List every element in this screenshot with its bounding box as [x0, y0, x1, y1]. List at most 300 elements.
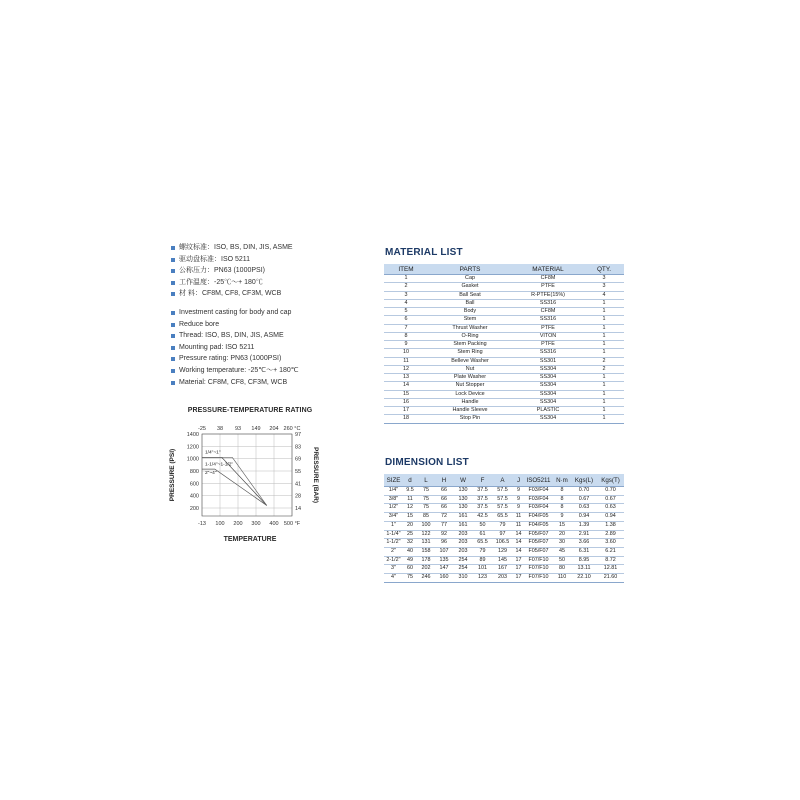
dimension-cell: 11	[403, 495, 417, 504]
dimension-cell: 3.66	[571, 539, 597, 548]
dimension-header-cell: Kgs(L)	[571, 474, 597, 487]
y-tick-label: 200	[189, 506, 199, 512]
dimension-cell: 37.5	[473, 487, 492, 496]
dimension-cell: 122	[417, 530, 435, 539]
material-cell: PTFE	[512, 283, 584, 291]
x-tick-label: 500 °F	[283, 521, 301, 527]
material-cell: 1	[584, 349, 624, 357]
dimension-cell: 66	[435, 495, 453, 504]
y-tick-label: 1000	[186, 456, 199, 463]
material-list-header-row	[384, 264, 624, 275]
material-cell: 1	[584, 308, 624, 316]
y-right-tick-label: 55	[295, 469, 302, 475]
dimension-cell: 135	[435, 556, 453, 565]
dimension-cell: 203	[453, 547, 473, 556]
dimension-cell: 96	[435, 539, 453, 548]
dimension-cell: 80	[553, 565, 571, 574]
table-row	[384, 547, 624, 556]
dimension-cell: 161	[453, 513, 473, 522]
dimension-header-cell: H	[435, 474, 453, 487]
dimension-cell: 57.5	[492, 504, 513, 513]
dimension-cell: 100	[417, 521, 435, 530]
dimension-cell: 3/8"	[384, 495, 403, 504]
material-cell: 14	[384, 382, 428, 390]
material-cell: 12	[384, 365, 428, 373]
material-cell: Stem Ring	[428, 349, 512, 357]
spec-item-cn: 材 料：CF8M, CF8, CF3M, WCB	[170, 288, 370, 300]
dimension-cell: 60	[403, 565, 417, 574]
dimension-cell: 75	[417, 495, 435, 504]
table-row	[384, 324, 624, 332]
table-row	[384, 407, 624, 415]
material-cell: Thrust Washer	[428, 324, 512, 332]
dimension-cell: 178	[417, 556, 435, 565]
dimension-list-title: DIMENSION LIST	[385, 457, 469, 468]
dimension-cell: 0.63	[597, 504, 624, 513]
dimension-list-header-row	[384, 474, 624, 487]
material-cell: 2	[584, 365, 624, 373]
table-row	[384, 539, 624, 548]
dimension-header-cell: d	[403, 474, 417, 487]
material-cell: CF8M	[512, 275, 584, 283]
dimension-cell: 203	[453, 530, 473, 539]
material-cell: SS316	[512, 299, 584, 307]
table-row	[384, 565, 624, 574]
spec-item-cn: 工作温度：-25℃～+ 180℃	[170, 277, 370, 289]
table-row	[384, 504, 624, 513]
dimension-cell: 12.81	[597, 565, 624, 574]
material-cell: Lock Device	[428, 390, 512, 398]
dimension-cell: 1"	[384, 521, 403, 530]
x-tick-label: 400	[269, 521, 279, 527]
material-cell: 1	[584, 407, 624, 415]
material-cell: 1	[584, 398, 624, 406]
dimension-cell: 40	[403, 547, 417, 556]
spec-item-en: Working temperature: -25℃～+ 180℃	[170, 365, 370, 377]
table-row	[384, 283, 624, 291]
material-cell: SS301	[512, 357, 584, 365]
dimension-cell: 3"	[384, 565, 403, 574]
dimension-cell: 101	[473, 565, 492, 574]
material-cell: Stem	[428, 316, 512, 324]
dimension-header-cell: SIZE	[384, 474, 403, 487]
y-tick-label: 1400	[186, 432, 199, 438]
x-tick-label: 100	[215, 521, 225, 527]
dimension-header-cell: L	[417, 474, 435, 487]
dimension-cell: 85	[417, 513, 435, 522]
dimension-cell: 0.94	[571, 513, 597, 522]
dimension-cell: 72	[435, 513, 453, 522]
dimension-cell: 11	[513, 521, 524, 530]
dimension-cell: F03/F04	[524, 495, 553, 504]
table-row	[384, 357, 624, 365]
x-top-tick-label: 93	[234, 426, 242, 432]
dimension-cell: 310	[453, 574, 473, 583]
material-cell: SS304	[512, 374, 584, 382]
dimension-cell: 130	[453, 487, 473, 496]
dimension-cell: 167	[492, 565, 513, 574]
dimension-cell: 9	[513, 504, 524, 513]
dimension-cell: 3/4"	[384, 513, 403, 522]
dimension-cell: 21.60	[597, 574, 624, 583]
material-cell: Body	[428, 308, 512, 316]
spec-item-cn: 螺纹标准：ISO, BS, DIN, JIS, ASME	[170, 242, 370, 254]
spec-list-chinese	[170, 242, 370, 300]
material-cell: 6	[384, 316, 428, 324]
dimension-cell: 11	[513, 513, 524, 522]
material-cell: 1	[584, 324, 624, 332]
dimension-cell: F05/F07	[524, 530, 553, 539]
dimension-cell: 13.11	[571, 565, 597, 574]
dimension-cell: 50	[553, 556, 571, 565]
dimension-list-table	[384, 474, 624, 583]
material-cell: Handle	[428, 398, 512, 406]
y-right-axis-label: PRESSURE (BAR)	[312, 447, 319, 503]
dimension-cell: 254	[453, 565, 473, 574]
dimension-cell: 0.63	[571, 504, 597, 513]
dimension-cell: 14	[513, 547, 524, 556]
material-cell: 1	[584, 390, 624, 398]
dimension-cell: 130	[453, 495, 473, 504]
material-cell: 3	[584, 275, 624, 283]
material-cell: SS304	[512, 390, 584, 398]
series-label: 1-1/4"~1-1/2"	[205, 462, 234, 468]
y-right-tick-label: 97	[295, 432, 302, 438]
dimension-cell: 66	[435, 504, 453, 513]
material-cell: 4	[384, 299, 428, 307]
table-row	[384, 521, 624, 530]
material-cell: 5	[384, 308, 428, 316]
dimension-cell: 2-1/2"	[384, 556, 403, 565]
dimension-cell: 6.21	[597, 547, 624, 556]
material-list-title: MATERIAL LIST	[385, 247, 463, 258]
spec-item-en: Mounting pad: ISO 5211	[170, 342, 370, 354]
dimension-cell: 9	[513, 495, 524, 504]
material-cell: 4	[584, 291, 624, 299]
dimension-cell: 15	[403, 513, 417, 522]
pressure-temperature-chart	[160, 418, 320, 536]
table-row	[384, 495, 624, 504]
y-right-tick-label: 14	[295, 506, 302, 512]
dimension-cell: 2"	[384, 547, 403, 556]
material-cell: Nut	[428, 365, 512, 373]
dimension-cell: 79	[492, 521, 513, 530]
y-tick-label: 400	[189, 493, 199, 500]
dimension-cell: 0.67	[597, 495, 624, 504]
dimension-cell: 1-1/4"	[384, 530, 403, 539]
material-cell: 1	[584, 415, 624, 423]
material-cell: 1	[584, 332, 624, 340]
material-cell: Gasket	[428, 283, 512, 291]
dimension-cell: 0.70	[597, 487, 624, 496]
table-row	[384, 316, 624, 324]
dimension-cell: 14	[513, 530, 524, 539]
dimension-cell: 42.5	[473, 513, 492, 522]
spec-item-cn: 公称压力：PN63 (1000PSI)	[170, 265, 370, 277]
material-cell: Stop Pin	[428, 415, 512, 423]
material-cell: Stem Packing	[428, 341, 512, 349]
x-top-tick-label: 38	[216, 426, 224, 432]
dimension-cell: 0.67	[571, 495, 597, 504]
dimension-cell: 77	[435, 521, 453, 530]
material-cell: 15	[384, 390, 428, 398]
x-tick-label: 300	[251, 521, 261, 527]
dimension-cell: 15	[553, 521, 571, 530]
dimension-cell: 0.70	[571, 487, 597, 496]
dimension-cell: 49	[403, 556, 417, 565]
material-cell: 9	[384, 341, 428, 349]
dimension-cell: 2.91	[571, 530, 597, 539]
material-header-cell: MATERIAL	[512, 264, 584, 275]
y-right-tick-label: 28	[295, 493, 302, 500]
dimension-cell: 1.38	[597, 521, 624, 530]
y-right-tick-label: 41	[295, 481, 302, 488]
material-cell: SS304	[512, 398, 584, 406]
material-cell: Nut Stopper	[428, 382, 512, 390]
dimension-cell: 147	[435, 565, 453, 574]
dimension-cell: 3.60	[597, 539, 624, 548]
dimension-cell: 97	[492, 530, 513, 539]
dimension-cell: 8	[553, 495, 571, 504]
dimension-header-cell: A	[492, 474, 513, 487]
dimension-cell: F03/F04	[524, 487, 553, 496]
dimension-cell: 57.5	[492, 487, 513, 496]
dimension-cell: 37.5	[473, 504, 492, 513]
chart-x-axis-label: TEMPERATURE	[223, 536, 277, 543]
dimension-cell: 30	[553, 539, 571, 548]
spec-item-en: Thread: ISO, BS, DIN, JIS, ASME	[170, 330, 370, 342]
material-cell: 3	[384, 291, 428, 299]
dimension-cell: 79	[473, 547, 492, 556]
material-cell: 1	[584, 299, 624, 307]
table-row	[384, 487, 624, 496]
table-row	[384, 349, 624, 357]
dimension-cell: 145	[492, 556, 513, 565]
x-top-tick-label: -25	[198, 426, 206, 432]
dimension-cell: 2.89	[597, 530, 624, 539]
table-row	[384, 332, 624, 340]
dimension-header-cell: F	[473, 474, 492, 487]
table-row	[384, 299, 624, 307]
material-cell: 18	[384, 415, 428, 423]
table-row	[384, 341, 624, 349]
dimension-cell: 123	[473, 574, 492, 583]
material-cell: Cap	[428, 275, 512, 283]
table-row	[384, 382, 624, 390]
table-row	[384, 556, 624, 565]
dimension-cell: 37.5	[473, 495, 492, 504]
material-cell: PTFE	[512, 341, 584, 349]
dimension-cell: 50	[473, 521, 492, 530]
dimension-cell: 75	[403, 574, 417, 583]
material-cell: 13	[384, 374, 428, 382]
spec-lists	[170, 242, 370, 388]
dimension-cell: 129	[492, 547, 513, 556]
dimension-cell: 22.10	[571, 574, 597, 583]
spec-list-english	[170, 307, 370, 388]
table-row	[384, 390, 624, 398]
material-cell: SS304	[512, 365, 584, 373]
material-cell: 7	[384, 324, 428, 332]
spec-item-en: Material: CF8M, CF8, CF3M, WCB	[170, 377, 370, 389]
dimension-cell: 25	[403, 530, 417, 539]
dimension-cell: F07/F10	[524, 574, 553, 583]
dimension-cell: 1-1/2"	[384, 539, 403, 548]
dimension-cell: 8.72	[597, 556, 624, 565]
table-row	[384, 275, 624, 283]
material-cell: 1	[584, 382, 624, 390]
dimension-header-cell: ISO5211	[524, 474, 553, 487]
table-row	[384, 374, 624, 382]
material-cell: SS316	[512, 349, 584, 357]
y-right-tick-label: 69	[295, 456, 302, 463]
dimension-cell: 203	[453, 539, 473, 548]
dimension-cell: F05/F07	[524, 539, 553, 548]
dimension-cell: 65.5	[492, 513, 513, 522]
material-cell: CF8M	[512, 308, 584, 316]
dimension-cell: F04/F05	[524, 521, 553, 530]
dimension-cell: 9	[553, 513, 571, 522]
y-tick-label: 600	[189, 481, 199, 488]
table-row	[384, 308, 624, 316]
material-cell: 1	[584, 316, 624, 324]
dimension-cell: 32	[403, 539, 417, 548]
material-cell: 1	[584, 341, 624, 349]
table-row	[384, 365, 624, 373]
material-cell: Plate Washer	[428, 374, 512, 382]
dimension-cell: 17	[513, 565, 524, 574]
y-right-tick-label: 83	[295, 444, 302, 451]
material-cell: Ball	[428, 299, 512, 307]
dimension-cell: 0.94	[597, 513, 624, 522]
series-label: 2"~4"	[205, 471, 217, 477]
dimension-cell: 17	[513, 556, 524, 565]
dimension-cell: 158	[417, 547, 435, 556]
table-row	[384, 415, 624, 423]
spec-item-cn: 驱动盘标准：ISO 5211	[170, 254, 370, 266]
dimension-cell: 110	[553, 574, 571, 583]
dimension-cell: 202	[417, 565, 435, 574]
material-header-cell: QTY.	[584, 264, 624, 275]
dimension-cell: 4"	[384, 574, 403, 583]
spec-item-en: Reduce bore	[170, 319, 370, 331]
spec-item-en: Pressure rating: PN63 (1000PSI)	[170, 353, 370, 365]
dimension-cell: 45	[553, 547, 571, 556]
y-tick-label: 800	[189, 469, 199, 475]
dimension-cell: 203	[492, 574, 513, 583]
material-cell: SS304	[512, 415, 584, 423]
dimension-cell: 1/4"	[384, 487, 403, 496]
material-cell: Ball Seat	[428, 291, 512, 299]
dimension-cell: 65.5	[473, 539, 492, 548]
dimension-cell: 130	[453, 504, 473, 513]
dimension-cell: 20	[403, 521, 417, 530]
material-cell: VITON	[512, 332, 584, 340]
y-tick-label: 1200	[186, 444, 199, 451]
dimension-cell: 161	[453, 521, 473, 530]
table-row	[384, 513, 624, 522]
dimension-cell: 9.5	[403, 487, 417, 496]
dimension-cell: 107	[435, 547, 453, 556]
dimension-cell: 75	[417, 504, 435, 513]
material-cell: O-Ring	[428, 332, 512, 340]
material-cell: 3	[584, 283, 624, 291]
x-top-tick-label: 149	[251, 426, 261, 432]
spec-item-en: Investment casting for body and cap	[170, 307, 370, 319]
table-row	[384, 398, 624, 406]
dimension-cell: 246	[417, 574, 435, 583]
dimension-cell: 61	[473, 530, 492, 539]
dimension-cell: 254	[453, 556, 473, 565]
y-axis-label: PRESSURE (PSI)	[169, 448, 176, 502]
material-cell: 11	[384, 357, 428, 365]
dimension-cell: 12	[403, 504, 417, 513]
dimension-cell: F04/F05	[524, 513, 553, 522]
dimension-cell: 8	[553, 487, 571, 496]
table-row	[384, 530, 624, 539]
material-cell: 8	[384, 332, 428, 340]
dimension-header-cell: Kgs(T)	[597, 474, 624, 487]
material-cell: R-PTFE(15%)	[512, 291, 584, 299]
chart-title: PRESSURE-TEMPERATURE RATING	[187, 407, 313, 414]
dimension-cell: 14	[513, 539, 524, 548]
dimension-cell: 160	[435, 574, 453, 583]
dimension-cell: 106.5	[492, 539, 513, 548]
material-cell: SS316	[512, 316, 584, 324]
dimension-cell: 75	[417, 487, 435, 496]
dimension-cell: 8.95	[571, 556, 597, 565]
material-cell: 10	[384, 349, 428, 357]
dimension-cell: 9	[513, 487, 524, 496]
material-cell: 2	[584, 357, 624, 365]
material-cell: Belleve Washer	[428, 357, 512, 365]
material-list-table	[384, 264, 624, 424]
dimension-cell: 8	[553, 504, 571, 513]
material-cell: PLASTIC	[512, 407, 584, 415]
dimension-cell: F03/F04	[524, 504, 553, 513]
material-header-cell: ITEM	[384, 264, 428, 275]
series-label: 1/4"~1"	[205, 450, 221, 456]
x-tick-label: -13	[198, 521, 206, 527]
dimension-cell: 131	[417, 539, 435, 548]
table-row	[384, 291, 624, 299]
dimension-cell: F07/F10	[524, 556, 553, 565]
dimension-cell: 17	[513, 574, 524, 583]
x-top-tick-label: 204	[269, 426, 279, 432]
dimension-cell: 57.5	[492, 495, 513, 504]
dimension-cell: 6.31	[571, 547, 597, 556]
dimension-cell: 20	[553, 530, 571, 539]
material-cell: 1	[584, 374, 624, 382]
dimension-header-cell: N·m	[553, 474, 571, 487]
material-cell: 16	[384, 398, 428, 406]
dimension-header-cell: J	[513, 474, 524, 487]
dimension-cell: 66	[435, 487, 453, 496]
table-row	[384, 574, 624, 583]
x-top-tick-label: 260 °C	[283, 426, 301, 432]
material-header-cell: PARTS	[428, 264, 512, 275]
dimension-cell: 1/2"	[384, 504, 403, 513]
dimension-cell: F05/F07	[524, 547, 553, 556]
material-cell: 2	[384, 283, 428, 291]
dimension-cell: 92	[435, 530, 453, 539]
material-cell: Handle Sleeve	[428, 407, 512, 415]
x-tick-label: 200	[233, 521, 243, 527]
dimension-cell: 89	[473, 556, 492, 565]
dimension-cell: F07/F10	[524, 565, 553, 574]
dimension-cell: 1.39	[571, 521, 597, 530]
material-cell: SS304	[512, 382, 584, 390]
